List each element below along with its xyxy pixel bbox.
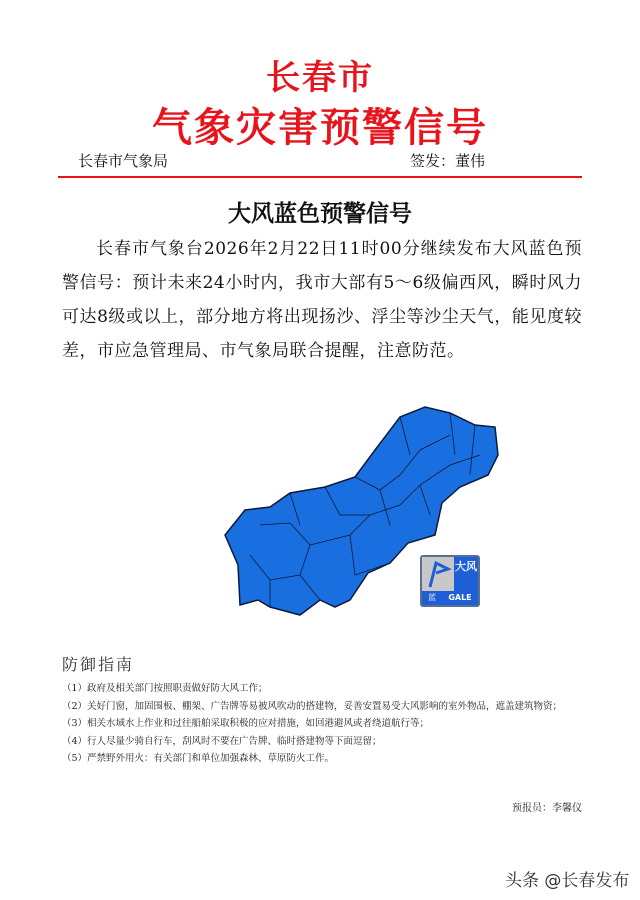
guide-list (62, 680, 562, 768)
warning-title: 大风蓝色预警信号 (228, 201, 412, 227)
red-divider (58, 176, 582, 178)
watermark: 头条 @长春发布 (505, 871, 630, 891)
issuing-org: 长春市气象局 (78, 152, 169, 170)
page-title: 气象灾害预警信号 (152, 105, 488, 151)
forecaster: 预报员：李馨仪 (512, 803, 582, 814)
guide-item: （2）关好门窗，加固围板、棚架、广告牌等易被风吹动的搭建物，妥善安置易受大风影响的室外物品，遮盖建筑物资； (62, 700, 563, 712)
city-title: 长春市 (266, 58, 374, 98)
icon-level: 蓝 (428, 593, 436, 602)
gale-blue-warning-icon (420, 555, 480, 607)
warning-body: 长春市气象台2026年2月22日11时00分继续发布大风蓝色预警信号：预计未来24小时内，我市大部有5～6级偏西风，瞬时风力可达8级或以上，部分地方将出现扬沙、浮尘等沙尘天气，能见度较差，市应急管理局、市气象局联合提醒，注意防范。 (62, 239, 582, 361)
guide-item: （5）严禁野外用火：有关部门和单位加强森林、草原防火工作。 (62, 753, 335, 764)
icon-label: 大风 (454, 557, 478, 591)
signer: 签发：董伟 (410, 152, 486, 170)
icon-en: GALE (448, 593, 472, 602)
guide-item: （4）行人尽量少骑自行车，刮风时不要在广告牌、临时搭建物等下面逗留； (62, 735, 382, 747)
guide-item: （1）政府及相关部门按照职责做好防大风工作； (62, 683, 268, 694)
guide-title: 防御指南 (62, 655, 135, 674)
flag-icon (422, 557, 454, 591)
guide-item: （3）相关水域水上作业和过往船舶采取积极的应对措施，如回港避风或者绕道航行等； (62, 718, 430, 729)
